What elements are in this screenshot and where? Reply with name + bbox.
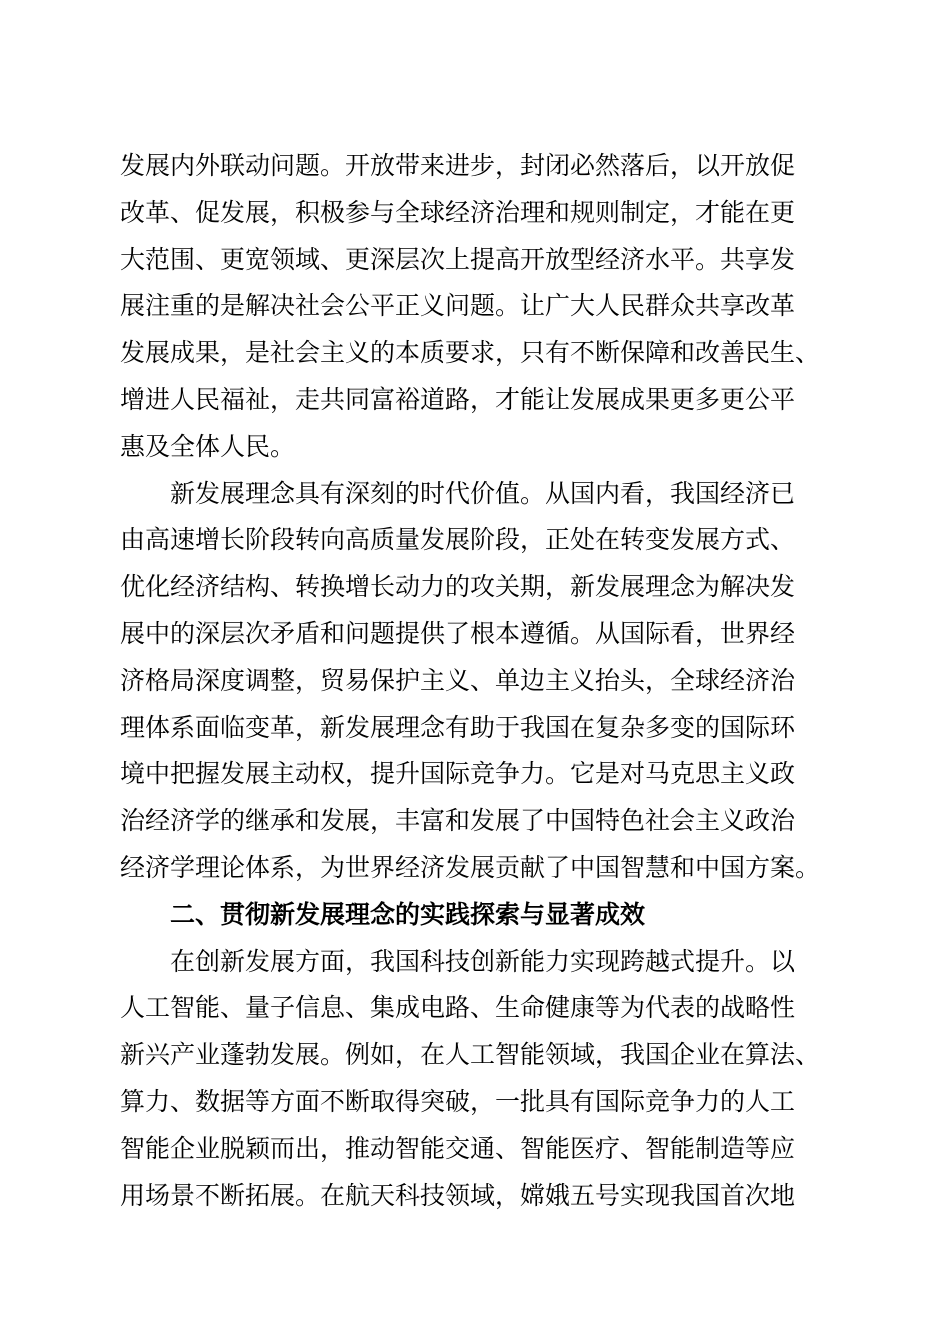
paragraph-1 bbox=[120, 143, 840, 471]
text-line: 大范围、更宽领域、更深层次上提高开放型经济水平。共享发 bbox=[120, 244, 796, 274]
paragraph-3 bbox=[120, 939, 840, 1220]
section-heading: 二、贯彻新发展理念的实践探索与显著成效 bbox=[170, 899, 646, 929]
text-line: 用场景不断拓展。在航天科技领域，嫦娥五号实现我国首次地 bbox=[120, 1180, 796, 1210]
text-line: 经济学理论体系，为世界经济发展贡献了中国智慧和中国方案。 bbox=[120, 852, 821, 882]
text-line: 济格局深度调整，贸易保护主义、单边主义抬头，全球经济治 bbox=[120, 665, 796, 695]
text-line: 由高速增长阶段转向高质量发展阶段，正处在转变发展方式、 bbox=[120, 525, 796, 555]
text-line: 新发展理念具有深刻的时代价值。从国内看，我国经济已 bbox=[170, 478, 796, 508]
text-line: 展注重的是解决社会公平正义问题。让广大人民群众共享改革 bbox=[120, 291, 796, 321]
text-line: 惠及全体人民。 bbox=[120, 431, 296, 461]
text-line: 在创新发展方面，我国科技创新能力实现跨越式提升。以 bbox=[170, 946, 796, 976]
paragraph-2 bbox=[120, 471, 840, 892]
text-line: 改革、促发展，积极参与全球经济治理和规则制定，才能在更 bbox=[120, 197, 796, 227]
text-line: 发展成果，是社会主义的本质要求，只有不断保障和改善民生、 bbox=[120, 338, 821, 368]
document-body bbox=[120, 143, 840, 1219]
text-line: 优化经济结构、转换增长动力的攻关期，新发展理念为解决发 bbox=[120, 572, 796, 602]
text-line: 境中把握发展主动权，提升国际竞争力。它是对马克思主义政 bbox=[120, 759, 796, 789]
text-line: 人工智能、量子信息、集成电路、生命健康等为代表的战略性 bbox=[120, 993, 796, 1023]
text-line: 智能企业脱颖而出，推动智能交通、智能医疗、智能制造等应 bbox=[120, 1133, 796, 1163]
text-line: 治经济学的继承和发展，丰富和发展了中国特色社会主义政治 bbox=[120, 806, 796, 836]
text-line: 展中的深层次矛盾和问题提供了根本遵循。从国际看，世界经 bbox=[120, 618, 796, 648]
text-line: 新兴产业蓬勃发展。例如，在人工智能领域，我国企业在算法、 bbox=[120, 1040, 821, 1070]
text-line: 发展内外联动问题。开放带来进步，封闭必然落后，以开放促 bbox=[120, 151, 796, 180]
text-line: 理体系面临变革，新发展理念有助于我国在复杂多变的国际环 bbox=[120, 712, 796, 742]
text-line: 增进人民福祉，走共同富裕道路，才能让发展成果更多更公平 bbox=[120, 384, 796, 414]
text-line: 算力、数据等方面不断取得突破，一批具有国际竞争力的人工 bbox=[120, 1086, 796, 1116]
